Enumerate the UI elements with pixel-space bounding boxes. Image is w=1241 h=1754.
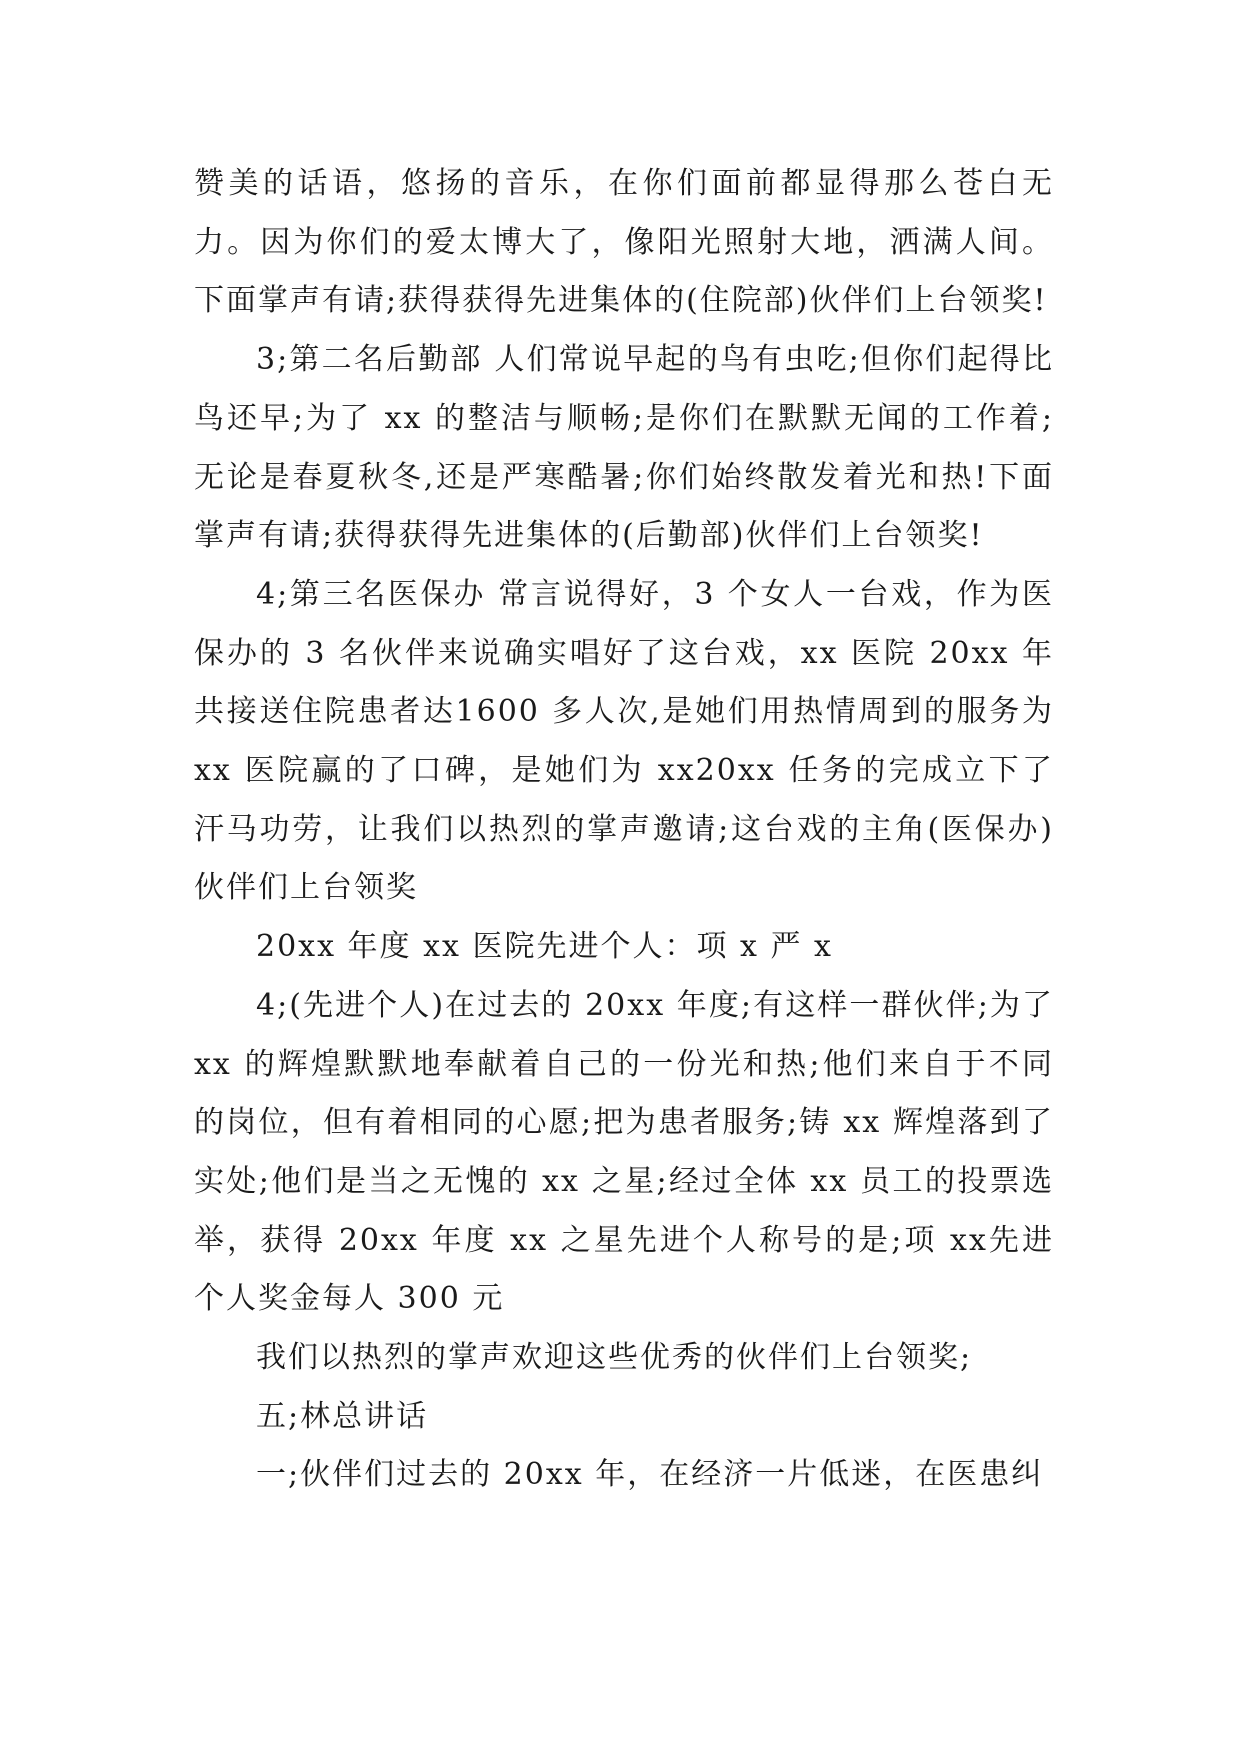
document-body	[194, 155, 1054, 1505]
paragraph-6: 我们以热烈的掌声欢迎这些优秀的伙伴们上台领奖;	[256, 1340, 973, 1376]
paragraph-1: 赞美的话语，悠扬的音乐，在你们面前都显得那么苍白无力。因为你们的爱太博大了，像阳光照射大地，洒满人间。下面掌声有请;获得获得先进集体的(住院部)伙伴们上台领奖!	[194, 166, 1054, 319]
paragraph-3: 4;第三名医保办 常言说得好，3 个女人一台戏，作为医保办的 3 名伙伴来说确实唱好了这台戏，xx 医院 20xx 年共接送住院患者达1600 多人次,是她们用热情周到的服务为xx 医院赢的了口碑，是她们为 xx20xx 任务的完成立下了汗马功劳，让我们以热烈的掌声邀请;这台戏的主角(医保办)伙伴们上台领奖	[194, 576, 1054, 906]
paragraph-4: 20xx 年度 xx 医院先进个人：项 x 严 x	[256, 929, 833, 965]
paragraph-5: 4;(先进个人)在过去的 20xx 年度;有这样一群伙伴;为了 xx 的辉煌默默地奉献着自己的一份光和热;他们来自于不同的岗位，但有着相同的心愿;把为患者服务;铸 xx 辉煌落到了实处;他们是当之无愧的 xx 之星;经过全体 xx 员工的投票选举，获得 20xx 年度 xx 之星先进个人称号的是;项 xx先进个人奖金每人 300 元	[194, 987, 1054, 1317]
paragraph-2: 3;第二名后勤部 人们常说早起的鸟有虫吃;但你们起得比鸟还早;为了 xx 的整洁与顺畅;是你们在默默无闻的工作着;无论是春夏秋冬,还是严寒酷暑;你们始终散发着光和热!下面掌声有请;获得获得先进集体的(后勤部)伙伴们上台领奖!	[194, 342, 1054, 554]
paragraph-8: 一;伙伴们过去的 20xx 年，在经济一片低迷，在医患纠	[256, 1457, 1044, 1493]
paragraph-7: 五;林总讲话	[256, 1398, 429, 1434]
